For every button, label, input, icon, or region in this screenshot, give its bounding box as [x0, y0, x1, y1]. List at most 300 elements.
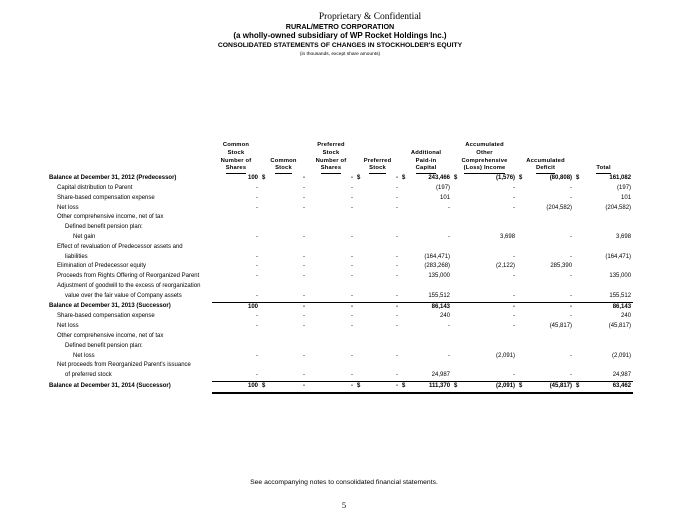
table-cell: - [351, 292, 354, 299]
currency-symbol [517, 302, 526, 312]
currency-symbol [574, 233, 583, 243]
table-cell [212, 332, 260, 342]
col-header-line: Stock [322, 149, 340, 156]
currency-symbol [452, 352, 461, 362]
currency-symbol: $ [519, 175, 523, 182]
table-cell: - [396, 233, 399, 240]
confidentiality-header: Proprietary & Confidential [318, 12, 422, 22]
currency-symbol [355, 322, 364, 332]
currency-symbol [452, 223, 461, 233]
table-cell: 86,143 [409, 302, 452, 312]
table-cell: - [351, 194, 354, 201]
table-cell [583, 223, 633, 233]
table-row [47, 253, 633, 263]
table-cell: 86,143 [583, 302, 633, 312]
currency-symbol [452, 322, 461, 332]
currency-symbol [400, 332, 409, 342]
currency-symbol [260, 371, 269, 381]
equity-statement-table [47, 142, 633, 394]
currency-symbol [400, 361, 409, 371]
table-cell: - [307, 381, 355, 392]
table-cell [269, 282, 307, 292]
table-cell: - [303, 352, 306, 359]
currency-symbol [260, 282, 269, 292]
col-header-line: Total [596, 165, 610, 174]
currency-symbol [400, 302, 409, 312]
currency-symbol: $ [454, 175, 458, 182]
table-row [47, 342, 633, 352]
currency-symbol: $ [262, 175, 266, 182]
row-label: Share-based compensation expense [57, 194, 155, 201]
table-cell [461, 342, 517, 352]
row-label: Adjustment of goodwill to the excess of reorganization [57, 282, 201, 289]
currency-symbol [400, 282, 409, 292]
currency-symbol [517, 361, 526, 371]
table-cell: 3,698 [616, 233, 632, 240]
table-row [47, 292, 633, 302]
table-cell [364, 361, 400, 371]
table-cell: - [269, 302, 307, 312]
table-cell: - [448, 352, 451, 359]
currency-symbol [260, 302, 269, 312]
currency-symbol [452, 213, 461, 223]
row-label: value over the fair value of Company assets [65, 293, 182, 299]
table-cell: - [351, 263, 354, 270]
currency-symbol [260, 332, 269, 342]
col-header-line: Accumulated [465, 142, 504, 148]
currency-symbol: $ [357, 175, 361, 182]
currency-symbol [260, 194, 269, 204]
col-header-line: Preferred [317, 142, 345, 148]
col-header-line: Other [476, 149, 493, 156]
row-label: Balance at December 31, 2014 (Successor) [49, 383, 171, 390]
table-cell [583, 361, 633, 371]
currency-symbol [355, 272, 364, 282]
table-cell: - [351, 352, 354, 359]
currency-symbol [574, 223, 583, 233]
table-cell [583, 342, 633, 352]
table-cell [269, 223, 307, 233]
currency-symbol [355, 342, 364, 352]
row-label: Net loss [57, 323, 79, 330]
table-row [47, 332, 633, 342]
currency-symbol [355, 204, 364, 214]
currency-symbol [260, 292, 269, 302]
row-label: liabilities [65, 253, 88, 260]
table-cell: - [303, 372, 306, 379]
table-cell [583, 213, 633, 223]
currency-symbol [355, 253, 364, 263]
table-cell: (164,471) [605, 253, 632, 260]
units-note: (in thousands, except share amounts) [299, 52, 381, 57]
subsidiary-line: (a wholly-owned subsidiary of WP Rocket Holdings Inc.) [233, 31, 447, 40]
table-cell: - [570, 253, 573, 260]
table-cell: 3,698 [500, 233, 516, 240]
row-label: Defined benefit pension plan: [65, 224, 143, 231]
table-cell: - [396, 292, 399, 299]
currency-symbol [260, 213, 269, 223]
currency-symbol [355, 292, 364, 302]
table-cell: - [396, 263, 399, 270]
row-label: Effect of revaluation of Predecessor assets and [57, 243, 183, 250]
table-cell: (45,817) [526, 381, 574, 392]
table-cell: - [256, 184, 258, 191]
table-cell: - [351, 184, 354, 191]
currency-symbol [355, 194, 364, 204]
row-label: Net loss [57, 204, 79, 211]
table-cell: - [351, 233, 354, 240]
table-cell: - [396, 273, 399, 280]
currency-symbol [452, 233, 461, 243]
table-cell [461, 361, 517, 371]
table-cell: - [513, 313, 516, 320]
table-cell: - [513, 372, 516, 379]
currency-symbol [260, 253, 269, 263]
label-header [47, 142, 212, 174]
table-cell: (80,808) [549, 175, 573, 182]
table-cell: - [303, 323, 306, 330]
row-label: Elimination of Predecessor equity [57, 263, 147, 270]
table-row [47, 361, 633, 371]
table-cell: - [396, 253, 399, 260]
table-row [47, 272, 633, 282]
table-cell [409, 361, 452, 371]
table-cell: - [303, 292, 306, 299]
table-cell: - [513, 323, 516, 330]
currency-symbol [355, 233, 364, 243]
table-row [47, 184, 633, 194]
currency-symbol [574, 361, 583, 371]
col-header-line: Number of [220, 157, 252, 164]
table-cell [409, 213, 452, 223]
statement-title: CONSOLIDATED STATEMENTS OF CHANGES IN STOCKHOLDER'S EQUITY [217, 42, 463, 49]
table-cell [409, 332, 452, 342]
table-cell: 101 [621, 194, 632, 201]
currency-symbol: $ [400, 381, 409, 392]
currency-symbol [260, 361, 269, 371]
table-cell: 24,987 [612, 372, 632, 379]
table-cell [364, 342, 400, 352]
table-cell: - [461, 302, 517, 312]
table-cell: 101 [440, 194, 451, 201]
currency-symbol [517, 243, 526, 253]
table-row [47, 282, 633, 292]
col-header-line: Capital [416, 165, 437, 174]
currency-symbol [452, 332, 461, 342]
currency-symbol [452, 204, 461, 214]
table-cell: 155,512 [428, 292, 451, 299]
table-cell [461, 213, 517, 223]
table-cell [364, 332, 400, 342]
currency-symbol [452, 292, 461, 302]
row-label: of preferred stock [65, 372, 112, 379]
currency-symbol [260, 312, 269, 322]
table-cell: - [570, 372, 573, 379]
table-cell: - [513, 273, 516, 280]
currency-symbol [355, 302, 364, 312]
row-label: Capital distribution to Parent [57, 184, 133, 191]
currency-symbol [400, 184, 409, 194]
currency-symbol [355, 184, 364, 194]
currency-symbol [400, 223, 409, 233]
currency-symbol: $ [260, 381, 269, 392]
table-cell: (283,268) [424, 263, 451, 270]
currency-symbol [400, 272, 409, 282]
table-row [47, 233, 633, 243]
table-cell: - [396, 352, 399, 359]
currency-symbol [574, 342, 583, 352]
col-header-line: Number of [315, 157, 347, 164]
table-cell [364, 282, 400, 292]
table-cell: (204,582) [546, 204, 573, 211]
table-cell: 100 [212, 381, 260, 392]
currency-symbol [452, 272, 461, 282]
currency-symbol [517, 292, 526, 302]
table-cell: - [396, 372, 399, 379]
table-cell: 100 [212, 302, 260, 312]
col-header-line: Preferred [363, 157, 392, 164]
footnote: See accompanying notes to consolidated financial statements. [250, 479, 438, 486]
table-cell: - [256, 194, 258, 201]
col-header-line: Paid-in [415, 157, 437, 164]
table-cell: - [256, 204, 258, 211]
currency-symbol [355, 361, 364, 371]
currency-symbol [574, 272, 583, 282]
col-header-total [574, 142, 633, 174]
table-cell: - [303, 313, 306, 320]
table-row [47, 262, 633, 272]
table-cell [461, 332, 517, 342]
table-cell: - [570, 352, 573, 359]
table-cell: - [526, 302, 574, 312]
table-cell: - [396, 184, 399, 191]
currency-symbol [574, 262, 583, 272]
table-cell: 24,987 [431, 372, 451, 379]
table-cell: 161,082 [609, 175, 632, 182]
currency-symbol [400, 352, 409, 362]
currency-symbol [517, 194, 526, 204]
table-cell: - [256, 323, 258, 330]
table-cell [307, 223, 355, 233]
table-cell: - [256, 263, 258, 270]
row-label: Net proceeds from Reorganized Parent's issuance [57, 362, 191, 369]
col-header-line: Comprehensive [461, 157, 508, 164]
column-header-row [47, 142, 633, 174]
table-cell: - [396, 194, 399, 201]
table-cell: (2,091) [461, 381, 517, 392]
currency-symbol [452, 253, 461, 263]
table-row [47, 204, 633, 214]
currency-symbol [452, 184, 461, 194]
table-cell: - [448, 233, 451, 240]
table-cell: - [351, 175, 354, 182]
col-header-line: Stock [275, 165, 292, 174]
table-cell: - [396, 313, 399, 320]
currency-symbol [517, 253, 526, 263]
table-cell: - [256, 313, 258, 320]
table-cell: - [351, 204, 354, 211]
col-header-line: Additional [410, 149, 442, 156]
row-label: Balance at December 31, 2013 (Successor) [49, 303, 171, 310]
table-cell [269, 243, 307, 253]
table-cell: - [303, 204, 306, 211]
currency-symbol [260, 352, 269, 362]
table-cell: - [303, 194, 306, 201]
currency-symbol [517, 272, 526, 282]
table-cell: - [513, 184, 516, 191]
table-cell [461, 223, 517, 233]
row-label: Net gain [73, 233, 96, 240]
col-header-line: Shares [321, 165, 342, 174]
currency-symbol [574, 243, 583, 253]
currency-symbol [260, 233, 269, 243]
currency-symbol [574, 332, 583, 342]
currency-symbol: $ [576, 175, 580, 182]
currency-symbol [400, 243, 409, 253]
table-cell [364, 223, 400, 233]
table-cell [583, 282, 633, 292]
table-cell: - [351, 372, 354, 379]
table-cell [307, 342, 355, 352]
currency-symbol [517, 352, 526, 362]
table-cell: - [513, 194, 516, 201]
table-cell: - [256, 352, 258, 359]
table-cell: 100 [247, 175, 258, 182]
table-cell: - [513, 204, 516, 211]
table-cell: 135,000 [428, 273, 451, 280]
table-cell: 135,000 [609, 273, 632, 280]
table-cell: - [351, 313, 354, 320]
col-header-line: (Loss) Income [464, 165, 506, 174]
currency-symbol [517, 322, 526, 332]
table-cell [461, 243, 517, 253]
table-cell: - [256, 372, 258, 379]
currency-symbol [260, 243, 269, 253]
col-header-line: Shares [226, 165, 247, 174]
currency-symbol: $ [517, 381, 526, 392]
table-cell: - [396, 323, 399, 330]
table-row [47, 381, 633, 392]
currency-symbol [260, 223, 269, 233]
table-cell: - [269, 381, 307, 392]
col-header-apic [400, 142, 452, 174]
table-cell: - [307, 302, 355, 312]
currency-symbol [452, 342, 461, 352]
table-row [47, 223, 633, 233]
table-cell: - [256, 233, 258, 240]
currency-symbol [260, 322, 269, 332]
col-header-line: Deficit [536, 165, 555, 174]
currency-symbol [517, 204, 526, 214]
table-cell [307, 282, 355, 292]
table-cell [526, 332, 574, 342]
row-label: Proceeds from Rights Offering of Reorganized Parent [57, 273, 200, 280]
currency-symbol [574, 322, 583, 332]
currency-symbol [400, 233, 409, 243]
currency-symbol [260, 262, 269, 272]
page-number: 5 [341, 500, 347, 510]
col-header-deficit [517, 142, 574, 174]
table-cell [583, 332, 633, 342]
table-row [47, 213, 633, 223]
currency-symbol: $ [402, 175, 406, 182]
table-cell [583, 243, 633, 253]
row-label: Net loss [73, 352, 95, 359]
currency-symbol [400, 204, 409, 214]
currency-symbol [452, 282, 461, 292]
currency-symbol [574, 184, 583, 194]
table-cell [212, 342, 260, 352]
currency-symbol [452, 302, 461, 312]
currency-symbol [517, 233, 526, 243]
table-cell: (1,576) [496, 175, 516, 182]
table-cell: (45,817) [608, 323, 632, 330]
currency-symbol [400, 262, 409, 272]
table-cell: - [448, 323, 451, 330]
table-cell: - [448, 204, 451, 211]
table-cell: (45,817) [549, 323, 573, 330]
table-cell: - [396, 204, 399, 211]
row-label: Defined benefit pension plan: [65, 342, 143, 349]
table-cell: - [256, 273, 258, 280]
table-cell: - [351, 273, 354, 280]
table-cell: 243,466 [428, 175, 451, 182]
currency-symbol [400, 213, 409, 223]
currency-symbol [355, 282, 364, 292]
table-cell: - [303, 233, 306, 240]
currency-symbol [517, 213, 526, 223]
currency-symbol [574, 204, 583, 214]
table-cell [212, 282, 260, 292]
col-header-line: Common [222, 142, 250, 148]
table-cell [364, 213, 400, 223]
currency-symbol [355, 371, 364, 381]
table-cell: 111,370 [409, 381, 452, 392]
currency-symbol [452, 361, 461, 371]
col-header-aoci [452, 142, 517, 174]
currency-symbol [400, 194, 409, 204]
table-row [47, 174, 633, 184]
currency-symbol [517, 282, 526, 292]
table-cell [526, 243, 574, 253]
table-cell [526, 282, 574, 292]
currency-symbol [517, 342, 526, 352]
company-name: RURAL/METRO CORPORATION [285, 22, 395, 31]
table-cell: - [570, 233, 573, 240]
currency-symbol [400, 342, 409, 352]
table-row [47, 352, 633, 362]
table-cell [269, 332, 307, 342]
table-cell: (204,582) [605, 204, 632, 211]
table-cell [461, 282, 517, 292]
col-header-common-shares [212, 142, 260, 174]
table-row [47, 322, 633, 332]
table-cell: (197) [617, 184, 632, 191]
table-cell [526, 361, 574, 371]
currency-symbol [260, 184, 269, 194]
table-cell: - [364, 302, 400, 312]
table-cell [526, 342, 574, 352]
table-cell: - [256, 253, 258, 260]
table-cell: (2,091) [612, 352, 632, 359]
table-cell [307, 243, 355, 253]
table-cell [212, 361, 260, 371]
table-cell [269, 342, 307, 352]
table-cell [409, 243, 452, 253]
table-cell: 285,390 [550, 263, 573, 270]
table-cell [409, 342, 452, 352]
table-cell [526, 223, 574, 233]
